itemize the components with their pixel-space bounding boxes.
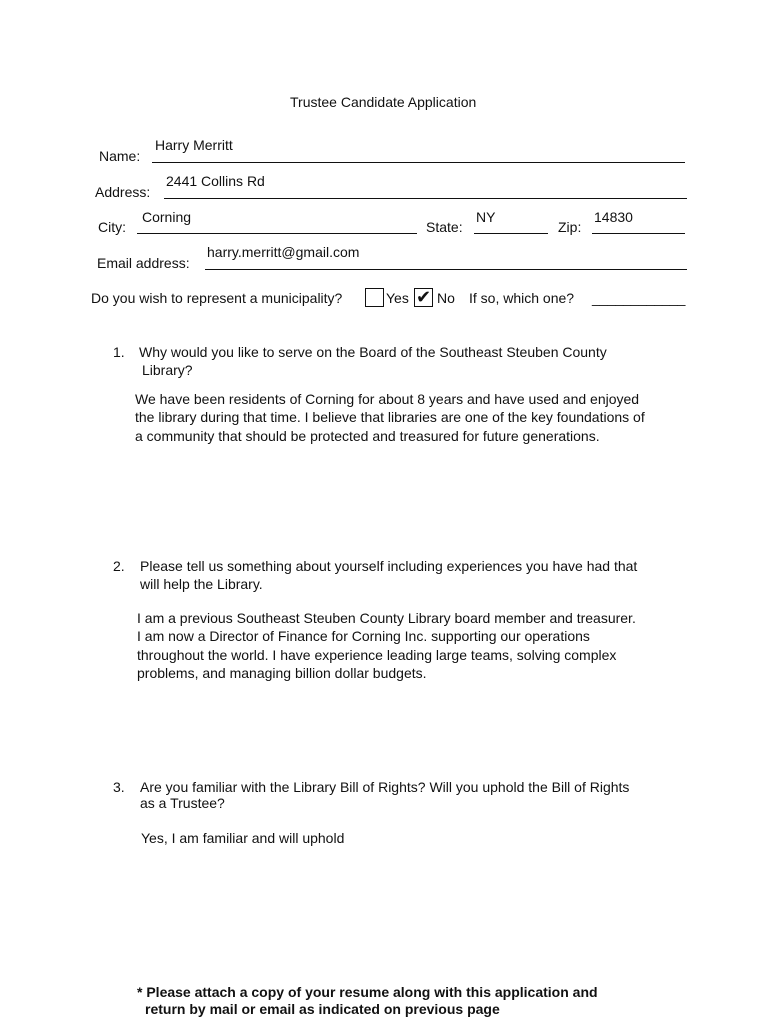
address-field[interactable]: 2441 Collins Rd	[166, 173, 265, 189]
question-2-line-2: will help the Library.	[140, 576, 263, 592]
check-mark-icon: ✔	[415, 287, 432, 307]
name-label: Name:	[99, 148, 141, 164]
city-line	[137, 233, 417, 234]
zip-label: Zip:	[558, 219, 582, 235]
question-1-line-2: Library?	[142, 362, 193, 378]
email-line	[205, 269, 687, 270]
zip-field[interactable]: 14830	[594, 209, 633, 225]
email-label: Email address:	[97, 255, 190, 271]
answer-3[interactable]: Yes, I am familiar and will uphold	[141, 830, 345, 846]
question-1-number: 1.	[113, 344, 125, 360]
question-2-line-1: Please tell us something about yourself including experiences you have had that	[140, 558, 638, 574]
name-line	[152, 162, 685, 163]
municipality-followup: If so, which one?	[469, 290, 575, 306]
city-field[interactable]: Corning	[142, 209, 192, 225]
footer-note	[137, 984, 598, 1017]
footer-note-line-2: return by mail or email as indicated on previous page	[145, 1000, 500, 1017]
yes-label: Yes	[386, 290, 409, 306]
municipality-followup-blank[interactable]: ____________	[592, 290, 686, 306]
question-3-number: 3.	[113, 779, 125, 795]
municipality-question: Do you wish to represent a municipality?	[91, 290, 343, 306]
answer-1[interactable]: We have been residents of Corning for about 8 years and have used and enjoyed the library during that time. I believe that libraries are one of the key foundations of a community that should be protected and treasured for future generations.	[135, 391, 645, 444]
page-title: Trustee Candidate Application	[290, 94, 477, 110]
address-line	[164, 198, 687, 199]
state-line	[474, 233, 548, 234]
state-label: State:	[426, 219, 463, 235]
no-label: No	[437, 290, 455, 306]
zip-line	[592, 233, 685, 234]
city-label: City:	[98, 219, 126, 235]
state-field[interactable]: NY	[476, 209, 496, 225]
email-field[interactable]: harry.merritt@gmail.com	[207, 244, 360, 260]
question-3-line-2: as a Trustee?	[140, 795, 225, 811]
question-1-line-1: Why would you like to serve on the Board of the Southeast Steuben County	[139, 344, 607, 360]
footer-note-line-1: * Please attach a copy of your resume along with this application and	[137, 984, 598, 1000]
name-field[interactable]: Harry Merritt	[155, 137, 233, 153]
no-checkbox[interactable]	[414, 288, 433, 307]
address-label: Address:	[95, 184, 151, 200]
question-3-line-1: Are you familiar with the Library Bill of Rights? Will you uphold the Bill of Rights	[140, 779, 630, 795]
yes-checkbox[interactable]	[365, 288, 384, 307]
answer-2[interactable]: I am a previous Southeast Steuben County Library board member and treasurer. I am now a Director of Finance for Corning Inc. supporting our operations throughout the world. I have experience leading large teams, solving complex problems, and managing billion dollar budgets.	[137, 610, 636, 682]
question-2-number: 2.	[113, 558, 125, 574]
